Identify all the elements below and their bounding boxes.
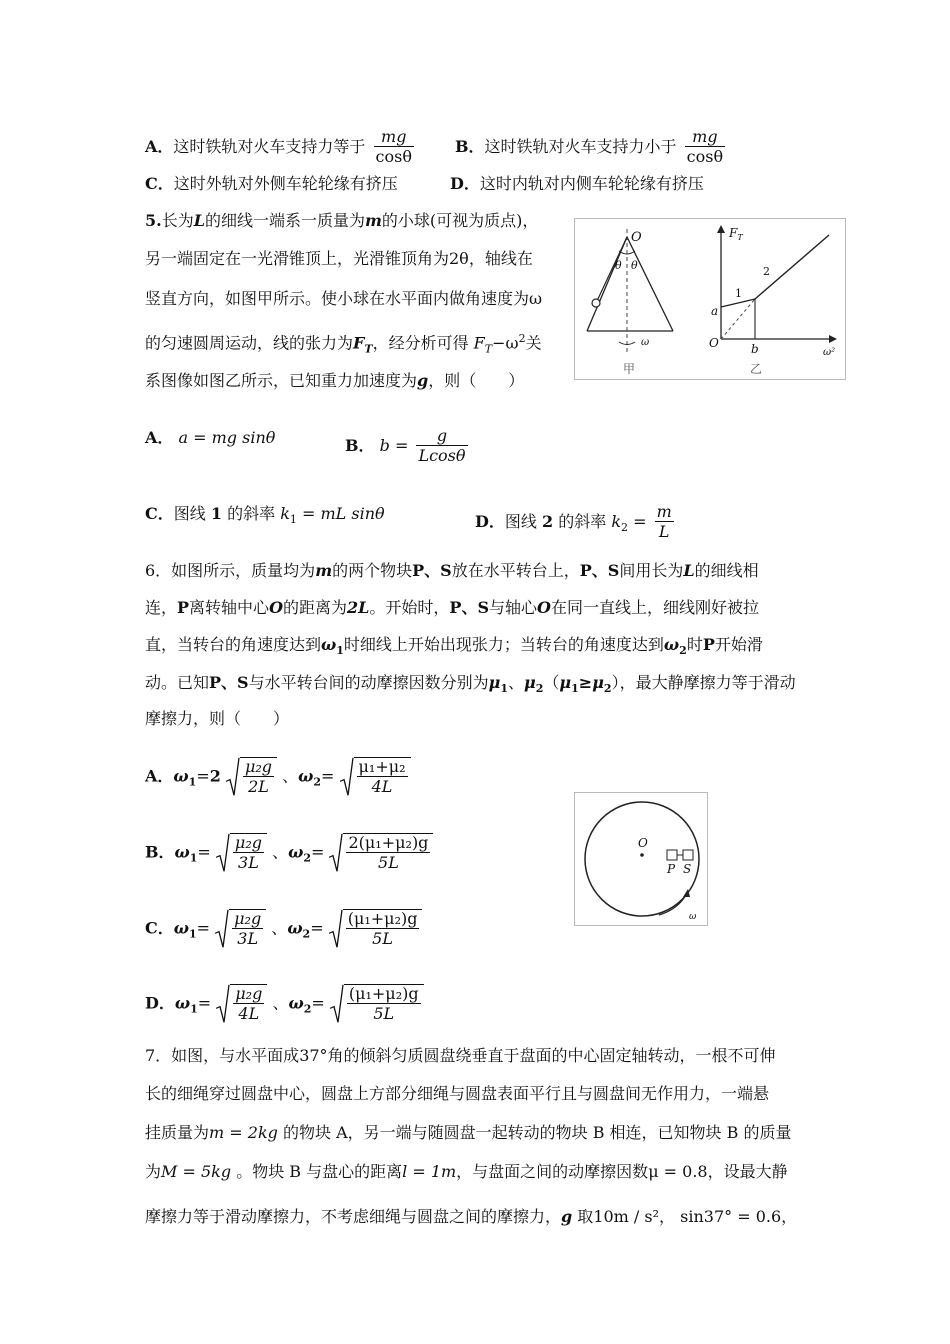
fraction: $\frac{m}{L}$ <box>656 502 672 541</box>
fraction: $\frac{mg}{\cos\theta}$ <box>686 127 724 166</box>
line-2-label: 2 <box>763 265 770 278</box>
q7-line-2: 长的细绳穿过圆盘中心，圆盘上方部分细绳与圆盘表面平行且与圆盘间无作用力，一端悬 <box>145 1084 770 1103</box>
y-axis-label: $F_T$ <box>729 226 743 242</box>
sqrt: $\frac{\text{μ₁+μ₂}}{4L}$ <box>340 757 411 797</box>
q5-diagram <box>575 219 845 379</box>
omega-label: ω <box>641 337 650 348</box>
q5-line-4: 的匀速圆周运动，线的张力为$F_T$，经分析可得 $F_T-\omega^2$关 <box>145 332 542 356</box>
q4-option-a: A．这时铁轨对火车支持力等于 $\frac{mg}{\cos\theta}$ <box>145 127 412 166</box>
sqrt: $\frac{\text{μ₂g}}{3L}$ <box>216 833 267 873</box>
sqrt: $\frac{\text{2(μ₁+μ₂)g}}{5L}$ <box>329 833 433 873</box>
sqrt: $\frac{\text{μ₂g}}{4L}$ <box>216 984 267 1024</box>
q5-line-1: 5.长为L的细线一端系一质量为m的小球(可视为质点)， <box>145 211 539 230</box>
q7-line-4: 为M = 5kg 。物块 B 与盘心的距离l = 1m，与盘面之间的动摩擦因数μ = 0.8，设最大静 <box>145 1162 788 1181</box>
graph-line-1 <box>721 299 755 307</box>
figure-label-jia: 甲 <box>623 362 636 376</box>
q6-line-5: 摩擦力，则（ ） <box>145 709 290 728</box>
intercept-a-label: a <box>711 304 719 318</box>
q4-option-d: D．这时内轨对内侧车轮轮缘有挤压 <box>450 174 704 193</box>
theta-label: θ <box>631 259 638 272</box>
q5-line-5: 系图像如图乙所示，已知重力加速度为g，则（ ） <box>145 371 525 390</box>
q6-option-b: B．$\omega_1=$ $\frac{\text{μ₂g}}{3L}$ 、$\omega_2=$ $\frac{\text{2(μ₁+μ₂)g}}{5L}$ <box>145 833 433 873</box>
q6-option-c: C．$\omega_1=$ $\frac{\text{μ₂g}}{3L}$ 、$\omega_2=$ $\frac{\text{(μ₁+μ₂)g}}{5L}$ <box>145 909 422 949</box>
origin-label: O <box>709 336 719 350</box>
q5-option-d: D．图线 2 的斜率 $k_2$ = $\frac{m}{L}$ <box>475 502 672 541</box>
q7-line-3: 挂质量为m = 2kg 的物块 A，另一端与随圆盘一起转动的物块 B 相连，已知物块 B 的质量 <box>145 1123 792 1142</box>
fraction: $\frac{mg}{\cos\theta}$ <box>375 127 412 166</box>
fraction: $\frac{g}{Lcos\theta}$ <box>418 426 466 465</box>
q6-line-2: 连，P离转轴中心O的距离为2L。开始时，P、S与轴心O在同一直线上，细线刚好被拉 <box>145 598 759 617</box>
q5-option-c: C．图线 1 的斜率 $k_1$ = mL sinθ <box>145 504 385 527</box>
figure-label-yi: 乙 <box>750 362 763 376</box>
sqrt: $\frac{\text{(μ₁+μ₂)g}}{5L}$ <box>330 984 424 1024</box>
q6-figure <box>574 792 708 926</box>
q7-line-5: 摩擦力等于滑动摩擦力，不考虑细绳与圆盘之间的摩擦力，g 取10m / s²， sin37° = 0.6， <box>145 1207 798 1226</box>
q5-option-b: B． b = $\frac{g}{Lcos\theta}$ <box>345 426 466 465</box>
q5-option-a: A． a = mg sinθ <box>145 428 276 447</box>
line-1-label: 1 <box>735 287 742 300</box>
q6-line-4: 动。已知P、S与水平转台间的动摩擦因数分别为$\mu_1$、$\mu_2(\mu_1\ge\mu_2)$，最大静摩擦力等于滑动 <box>145 673 796 696</box>
x-axis-label: ω² <box>823 347 836 358</box>
block-s-label: S <box>683 862 692 876</box>
center-o-label: O <box>638 836 648 850</box>
turntable-diagram <box>575 793 707 925</box>
sqrt: $\frac{\text{μ₂g}}{3L}$ <box>215 909 266 949</box>
q6-line-1: 6．如图所示，质量均为m的两个物块P、S放在水平转台上，P、S间用长为L的细线相 <box>145 561 759 580</box>
q7-line-1: 7．如图，与水平面成37°角的倾斜匀质圆盘绕垂直于盘面的中心固定轴转动，一根不可伸 <box>145 1046 776 1065</box>
point-b-label: b <box>751 342 759 356</box>
q6-line-3: 直，当转台的角速度达到$\omega_1$时细线上开始出现张力；当转台的角速度达到$\omega_2$时P开始滑 <box>145 635 763 658</box>
theta-label: θ <box>615 259 622 272</box>
sqrt: $\frac{\text{(μ₁+μ₂)g}}{5L}$ <box>329 909 423 949</box>
cone-apex-label: O <box>631 230 642 245</box>
q5-figure <box>574 218 846 380</box>
q4-option-c: C．这时外轨对外侧车轮轮缘有挤压 <box>145 174 398 193</box>
q4-option-b: B．这时铁轨对火车支持力小于 $\frac{mg}{\cos\theta}$ <box>455 127 724 166</box>
sqrt: $\frac{\text{μ₂g}}{2L}$ <box>226 757 277 797</box>
q6-option-a: A．$\omega_1=2$ $\frac{\text{μ₂g}}{2L}$ 、$\omega_2=$ $\frac{\text{μ₁+μ₂}}{4L}$ <box>145 757 411 797</box>
q5-line-3: 竖直方向，如图甲所示。使小球在水平面内做角速度为ω <box>145 289 543 308</box>
q5-line-2: 另一端固定在一光滑锥顶上，光滑锥顶角为2θ，轴线在 <box>145 249 533 268</box>
block-p-label: P <box>667 862 676 876</box>
q6-option-d: D．$\omega_1=$ $\frac{\text{μ₂g}}{4L}$ 、$\omega_2=$ $\frac{\text{(μ₁+μ₂)g}}{5L}$ <box>145 984 424 1024</box>
omega-label: ω <box>689 912 697 922</box>
